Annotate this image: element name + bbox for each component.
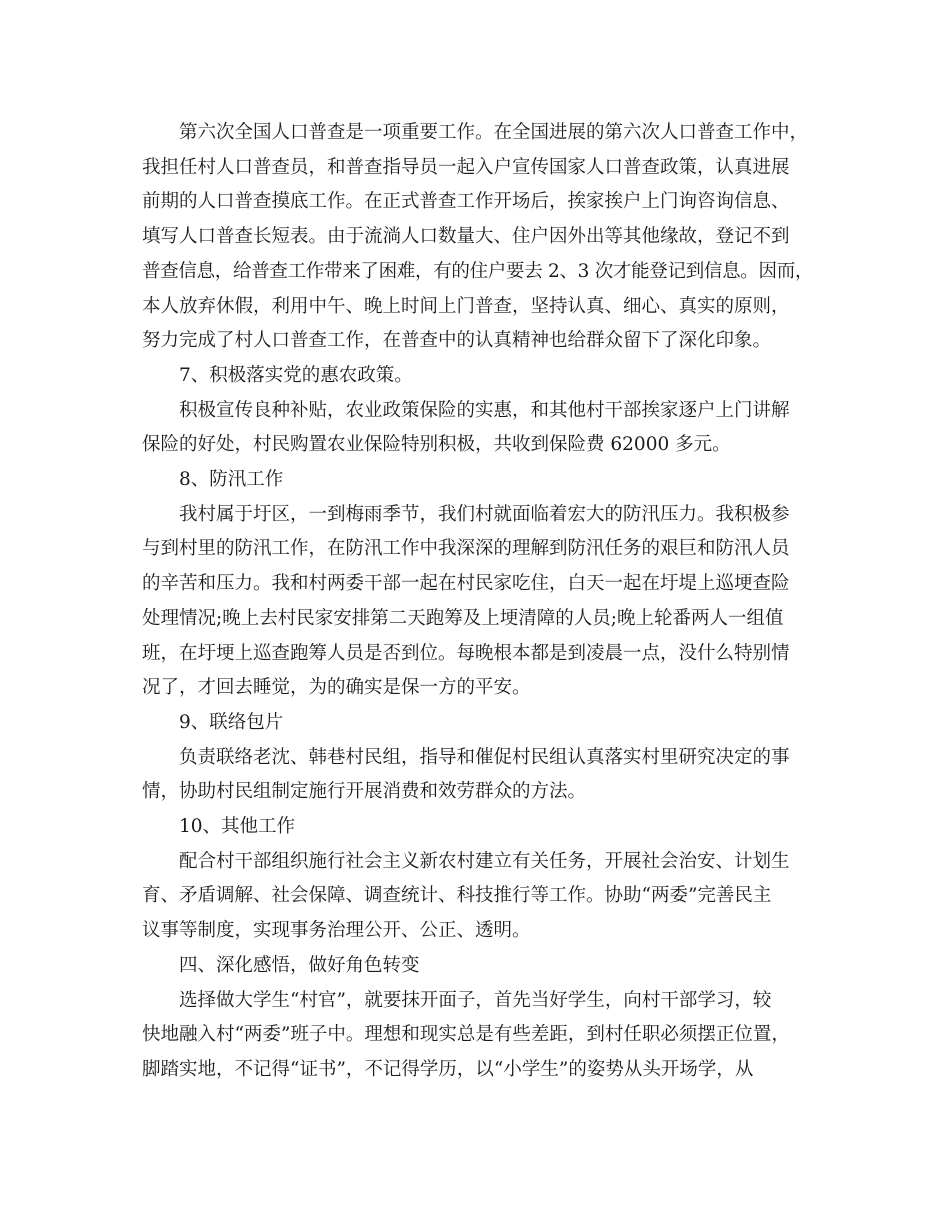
text-line: 前期的人口普查摸底工作。在正式普查工作开场后，挨家挨户上门询咨询信息、 (142, 191, 790, 213)
text-line: 负责联络老沈、韩巷村民组，指导和催促村民组认真落实村里研究决定的事 (179, 746, 790, 768)
text-line: 保险的好处，村民购置农业保险特别积极，共收到保险费 62000 多元。 (142, 434, 731, 456)
text-line: 选择做大学生“村官”，就要抹开面子，首先当好学生，向村干部学习，较 (179, 989, 772, 1011)
text-line: 处理情况;晚上去村民家安排第二天跑筹及上埂清障的人员;晚上轮番两人一组值 (142, 607, 784, 629)
document-paragraph (142, 845, 812, 949)
text-line: 脚踏实地，不记得“证书”，不记得学历，以“小学生”的姿势从头开场学，从 (142, 1058, 754, 1080)
document-paragraph (142, 741, 812, 810)
text-line: 努力完成了村人口普查工作，在普查中的认真精神也给群众留下了深化印象。 (142, 330, 772, 352)
document-paragraph (142, 984, 812, 1088)
text-line: 7、积极落实党的惠农政策。 (179, 364, 413, 386)
document-paragraph (142, 394, 812, 463)
text-line: 与到村里的防汛工作，在防汛工作中我深深的理解到防汛任务的艰巨和防汛人员 (142, 538, 790, 560)
text-line: 配合村干部组织施行社会主义新农村建立有关任务，开展社会治安、计划生 (179, 850, 790, 872)
text-line: 普查信息，给普查工作带来了困难，有的住户要去 2、3 次才能登记到信息。因而， (142, 260, 814, 282)
text-line: 10、其他工作 (179, 816, 296, 838)
document-paragraph (142, 498, 812, 706)
document-paragraph (142, 949, 812, 984)
document-paragraph (142, 810, 812, 845)
text-line: 育、矛盾调解、社会保障、调查统计、科技推行等工作。协助“两委”完善民主 (142, 885, 772, 907)
text-line: 情，协助村民组制定施行开展消费和效劳群众的方法。 (142, 781, 587, 803)
text-line: 我担任村人口普查员，和普查指导员一起入户宣传国家人口普查政策，认真进展 (142, 156, 790, 178)
text-line: 第六次全国人口普查是一项重要工作。在全国进展的第六次人口普查工作中， (179, 122, 809, 143)
text-line: 班，在圩埂上巡查跑筹人员是否到位。每晚根本都是到凌晨一点，没什么特别情 (142, 642, 790, 664)
text-line: 积极宣传良种补贴，农业政策保险的实惠，和其他村干部挨家逐户上门讲解 (179, 399, 790, 421)
text-line: 四、深化感悟，做好角色转变 (179, 954, 420, 976)
document-paragraph (142, 359, 812, 394)
text-line: 况了，才回去睡觉，为的确实是保一方的平安。 (142, 677, 531, 699)
text-line: 议事等制度，实现事务治理公开、公正、透明。 (142, 920, 531, 942)
document-paragraph (142, 706, 812, 741)
document-paragraph (142, 463, 812, 498)
document-paragraph (142, 116, 812, 359)
text-line: 我村属于圩区，一到梅雨季节，我们村就面临着宏大的防汛压力。我积极参 (179, 503, 790, 525)
text-line: 的辛苦和压力。我和村两委干部一起在村民家吃住，白天一起在圩堤上巡埂查险 (142, 573, 790, 595)
text-line: 8、防汛工作 (179, 469, 284, 491)
text-line: 快地融入村“两委”班子中。理想和现实总是有些差距，到村任职必须摆正位置， (142, 1024, 790, 1046)
text-line: 本人放弃休假，利用中午、晚上时间上门普查，坚持认真、细心、真实的原则， (142, 295, 790, 317)
document-body (142, 116, 812, 1088)
text-line: 9、联络包片 (179, 711, 284, 733)
text-line: 填写人口普查长短表。由于流淌人口数量大、住户因外出等其他缘故，登记不到 (142, 226, 790, 248)
